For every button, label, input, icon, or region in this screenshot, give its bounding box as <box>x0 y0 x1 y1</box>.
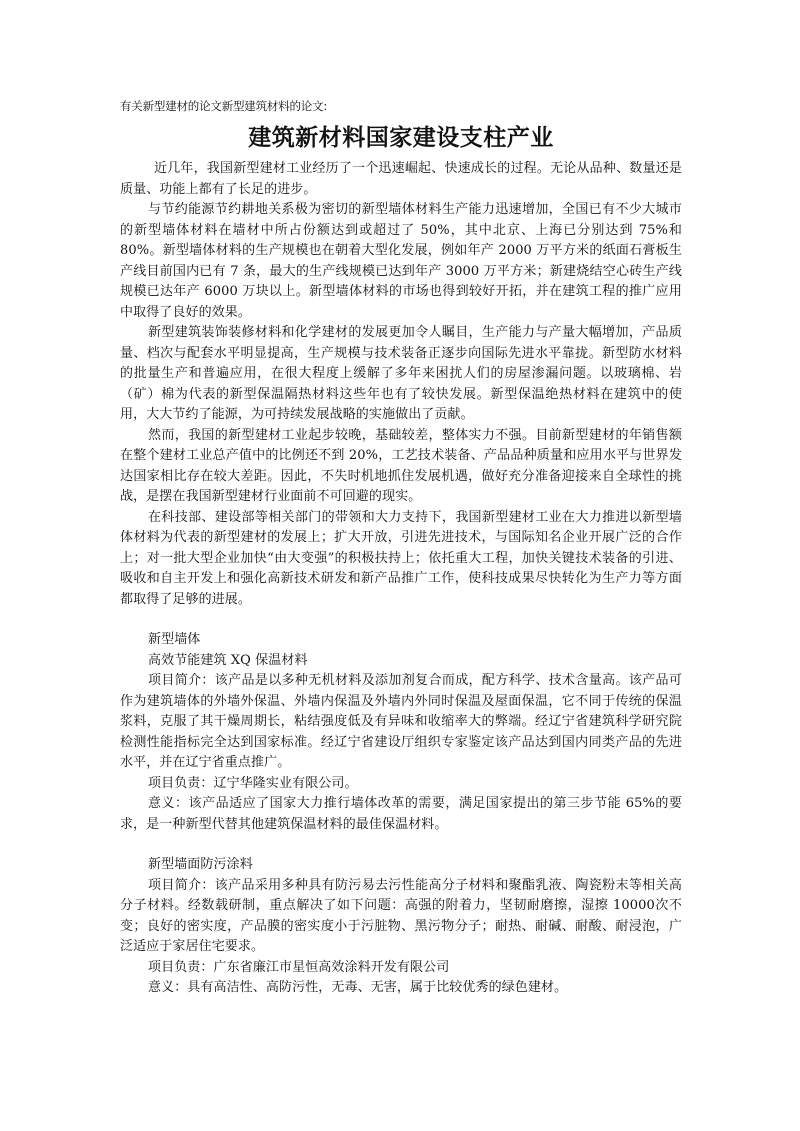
section-category: 新型墙体 <box>148 632 201 647</box>
intro-paragraph: 近几年，我国新型建材工业经历了一个迅速崛起、快速成长的过程。无论从品种、数量还是质量、功能上都有了长足的进步。 <box>120 161 682 197</box>
section-wall-insulation <box>120 630 682 835</box>
document-header: 有关新型建材的论文新型建筑材料的论文: <box>120 99 328 113</box>
product-name: 高效节能建筑 XQ 保温材料 <box>148 652 308 668</box>
project-intro: 项目简介：该产品是以多种无机材料及添加剂复合而成，配方科学、技术含量高。该产品可作为建筑墙体的外墙外保温、外墙内保温及外墙内外同时保温及屋面保温，它不同于传统的保温浆料，克服了其干燥周期长，粘结强度低及有异味和收缩率大的弊端。经辽宁省建筑科学研究院检测性能指标完全达到国家标准。经辽宁省建设厅组织专家鉴定该产品达到国内同类产品的先进水平，并在辽宁省重点推广。 <box>120 673 682 770</box>
intro-paragraph: 在科技部、建设部等相关部门的带领和大力支持下，我国新型建材工业在大力推进以新型墙体材料为代表的新型建材的发展上；扩大开放，引进先进技术，与国际知名企业开展广泛的合作上；对一批大型企业加快“由大变强”的积极扶持上；依托重大工程，加快关键技术装备的引进、吸收和自主开发上和强化高新技术研发和新产品推广工作，使科技成果尽快转化为生产力等方面都取得了足够的进展。 <box>120 509 682 607</box>
intro-paragraph: 与节约能源节约耕地关系极为密切的新型墙体材料生产能力迅速增加，全国已有不少大城市的新型墙体材料在墙材中所占份额达到或超过了 50%，其中北京、上海已分别达到 75%和 80%。新型墙体材料的生产规模也在朝着大型化发展，例如年产 2000 万平方米的纸面石膏板生产线目前国内已有 7 条，最大的生产线规模已达到年产 3000 万平方米；新建烧结空心砖生产线规模已达年产 6000 万块以上。新型墙体材料的市场也得到较好开拓，并在建筑工程的推广应用中取得了良好的效果。 <box>120 202 682 320</box>
project-meaning: 意义：该产品适应了国家大力推行墙体改革的需要，满足国家提出的第三步节能 65%的要求，是一种新型代替其他建筑保温材料的最佳保温材料。 <box>120 796 682 832</box>
project-meaning: 意义：具有高洁性、高防污性，无毒、无害，属于比较优秀的绿色建材。 <box>148 980 568 995</box>
section-category: 新型墙面防污涂料 <box>148 857 253 872</box>
project-owner: 项目负责：辽宁华隆实业有限公司。 <box>148 775 358 791</box>
project-owner: 项目负责：广东省廉江市星恒高效涂料开发有限公司 <box>148 959 450 975</box>
intro-paragraph: 新型建筑装饰装修材料和化学建材的发展更加令人瞩目，生产能力与产量大幅增加，产品质量、档次与配套水平明显提高，生产规模与技术装备正逐步向国际先进水平靠拢。新型防水材料的批量生产和普遍应用，在很大程度上缓解了多年来困扰人们的房屋渗漏问题。以玻璃棉、岩（矿）棉为代表的新型保温隔热材料这些年也有了较快发展。新型保温绝热材料在建筑中的使用，大大节约了能源，为可持续发展战略的实施做出了贡献。 <box>120 325 682 422</box>
page-title: 建筑新材料国家建设支柱产业 <box>248 125 554 151</box>
project-intro: 项目简介：该产品采用多种具有防污易去污性能高分子材料和聚酯乳液、陶瓷粉末等相关高分子材料。经数载研制，重点解决了如下问题：高强的附着力，坚韧耐磨擦，湿擦 10000次不变；良好的密实度，产品膜的密实度小于污脏物、黑污物分子；耐热、耐碱、耐酸、耐浸泡，广泛适应于家居住宅要求。 <box>120 877 682 954</box>
document-page <box>120 98 682 999</box>
section-antifouling-coating <box>120 855 682 999</box>
intro-paragraph: 然而，我国的新型建材工业起步较晚，基础较差，整体实力不强。目前新型建材的年销售额在整个建材工业总产值中的比例还不到 20%，工艺技术装备、产品品种质量和应用水平与世界发达国家相比存在较大差距。因此，不失时机地抓住发展机遇，做好充分准备迎接来自全球性的挑战，是摆在我国新型建材行业面前不可回避的现实。 <box>120 427 682 504</box>
